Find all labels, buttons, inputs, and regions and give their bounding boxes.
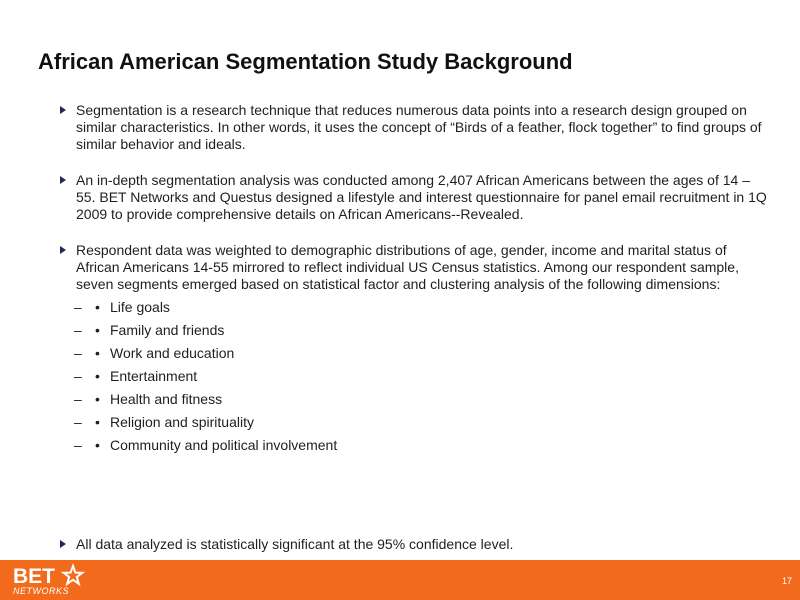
dash-icon: – xyxy=(74,322,82,338)
bullet-item xyxy=(58,536,786,553)
dimension-label: Work and education xyxy=(110,345,235,361)
logo-networks-text: NETWORKS xyxy=(13,586,70,596)
dash-icon: – xyxy=(74,299,82,315)
slide-content xyxy=(58,102,768,552)
bet-networks-logo xyxy=(12,563,92,597)
dot-icon: • xyxy=(95,437,100,453)
dimension-label: Family and friends xyxy=(110,322,225,338)
dash-icon: – xyxy=(74,368,82,384)
dimension-label: Community and political involvement xyxy=(110,437,338,453)
dash-icon: – xyxy=(74,345,82,361)
dimensions-list xyxy=(58,299,768,460)
triangle-bullet-icon xyxy=(60,246,66,254)
bullet-text: An in-depth segmentation analysis was conducted among 2,407 African Americans between the ages of 14 – 55. BET Networks and Questus designed a lifestyle and interest questionnaire for panel email recruitment in 1Q 2009 to provide comprehensive details on African Americans--Revealed. xyxy=(76,172,767,222)
dot-icon: • xyxy=(95,299,100,315)
logo-bet-text: BET xyxy=(13,565,55,588)
page-number: 17 xyxy=(781,576,792,586)
dimension-item xyxy=(58,391,768,414)
dash-icon: – xyxy=(74,437,82,453)
dot-icon: • xyxy=(95,368,100,384)
bullet-text: Segmentation is a research technique that reduces numerous data points into a research design grouped on similar characteristics. In other words, it uses the concept of “Birds of a feather, flock together” to find groups of similar behavior and ideals. xyxy=(76,102,762,152)
dash-icon: – xyxy=(74,391,82,407)
triangle-bullet-icon xyxy=(60,106,66,114)
dimension-item xyxy=(58,437,768,460)
dimension-item xyxy=(58,322,768,345)
dot-icon: • xyxy=(95,345,100,361)
dimension-label: Health and fitness xyxy=(110,391,223,407)
dimension-item xyxy=(58,368,768,391)
bullet-text: Respondent data was weighted to demographic distributions of age, gender, income and marital status of African Americans 14-55 mirrored to reflect individual US Census statistics. Among our respondent sample, seven segments emerged based on statistical factor and clustering analysis of the following dimensions: xyxy=(76,242,739,292)
dash-icon: – xyxy=(74,414,82,430)
bullet-item xyxy=(58,172,768,223)
bullet-text: All data analyzed is statistically significant at the 95% confidence level. xyxy=(76,536,514,552)
slide-title: African American Segmentation Study Background xyxy=(38,49,573,74)
dot-icon: • xyxy=(95,322,100,338)
bullet-item xyxy=(58,102,768,153)
footer-bar xyxy=(0,560,800,600)
dot-icon: • xyxy=(95,414,100,430)
dimension-item xyxy=(58,414,768,437)
dimension-item xyxy=(58,345,768,368)
dimension-label: Entertainment xyxy=(110,368,198,384)
dimension-label: Life goals xyxy=(110,299,170,315)
bullet-item xyxy=(58,242,768,293)
dimension-item xyxy=(58,299,768,322)
dimension-label: Religion and spirituality xyxy=(110,414,254,430)
dot-icon: • xyxy=(95,391,100,407)
star-icon xyxy=(64,566,83,584)
triangle-bullet-icon xyxy=(60,540,66,548)
triangle-bullet-icon xyxy=(60,176,66,184)
